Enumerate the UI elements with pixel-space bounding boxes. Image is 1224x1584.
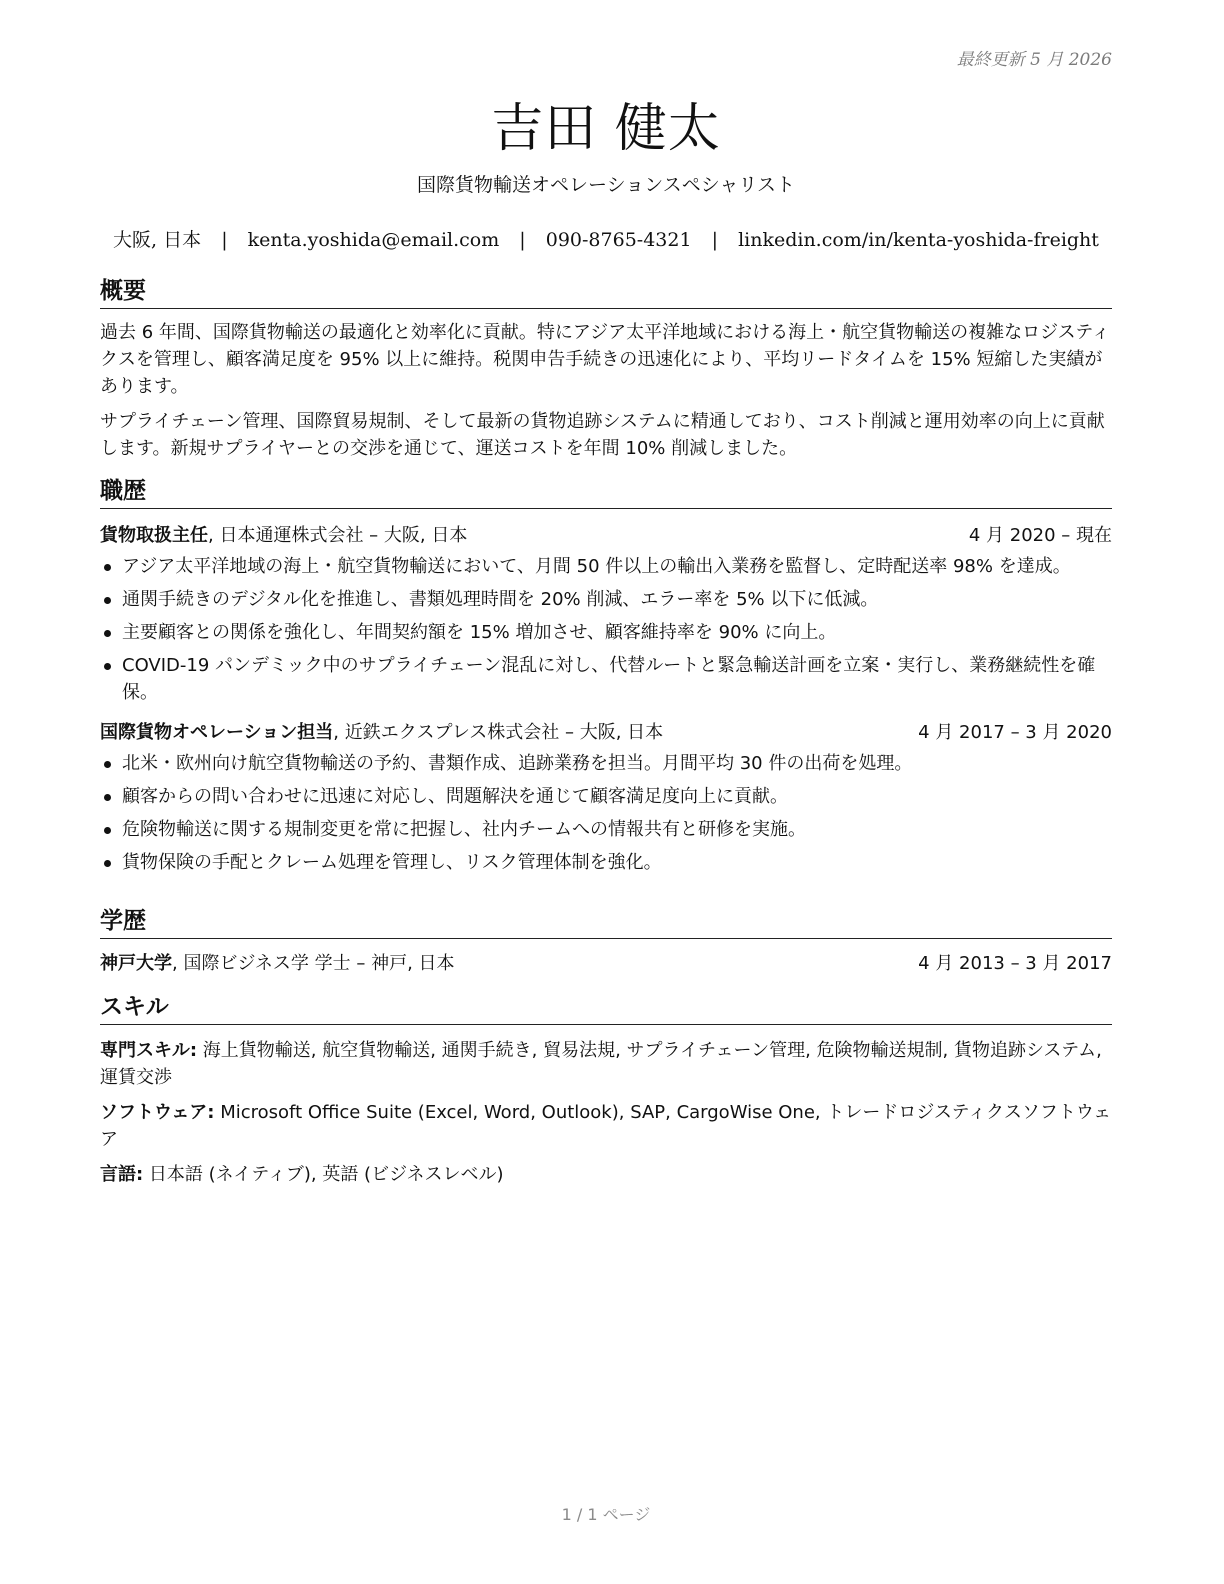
job-bullets: [100, 750, 1112, 876]
skill-value: Microsoft Office Suite (Excel, Word, Outlook), SAP, CargoWise One, トレードロジスティクスソフトウェア: [100, 1102, 1112, 1150]
skill-row: [100, 1161, 1112, 1188]
job-role: 国際貨物オペレーション担当: [100, 722, 334, 743]
degree-detail: , 国際ビジネス学 学士 – 神戸, 日本: [172, 953, 455, 974]
job-bullets: [100, 553, 1112, 706]
section-heading-summary: 概要: [100, 276, 1112, 309]
skill-label: 言語:: [100, 1164, 144, 1185]
list-item: 北米・欧州向け航空貨物輸送の予約、書類作成、追跡業務を担当。月間平均 30 件の出荷を処理。: [100, 750, 1112, 777]
list-item: 通関手続きのデジタル化を推進し、書類処理時間を 20% 削減、エラー率を 5% 以下に低減。: [100, 586, 1112, 613]
section-heading-education: 学歴: [100, 906, 1112, 939]
section-heading-skills: スキル: [100, 992, 1112, 1025]
job-role: 貨物取扱主任: [100, 525, 208, 546]
contact-linkedin[interactable]: linkedin.com/in/kenta-yoshida-freight: [738, 229, 1099, 251]
skill-label: ソフトウェア:: [100, 1102, 215, 1123]
contact-line: [100, 225, 1112, 252]
job-org: , 日本通運株式会社 – 大阪, 日本: [208, 525, 468, 546]
contact-email[interactable]: kenta.yoshida@email.com: [247, 229, 500, 251]
contact-separator: |: [711, 229, 719, 251]
list-item: アジア太平洋地域の海上・航空貨物輸送において、月間 50 件以上の輸出入業務を監督し、定時配送率 98% を達成。: [100, 553, 1112, 580]
contact-separator: |: [221, 229, 228, 251]
summary-paragraph: サプライチェーン管理、国際貿易規制、そして最新の貨物追跡システムに精通しており、コスト削減と運用効率の向上に貢献します。新規サプライヤーとの交渉を通じて、運送コストを年間 10% 削減しました。: [100, 411, 1105, 459]
skills-section: [100, 992, 1112, 1188]
experience-section: [100, 476, 1112, 882]
last-updated: 最終更新 5 月 2026: [956, 50, 1112, 70]
summary-paragraph: 過去 6 年間、国際貨物輸送の最適化と効率化に貢献。特にアジア太平洋地域における海上・航空貨物輸送の複雑なロジスティクスを管理し、顧客満足度を 95% 以上に維持。税関申告手続きの迅速化により、平均リードタイムを 15% 短縮した実績があります。: [100, 322, 1110, 397]
resume-page: [100, 0, 1112, 1584]
school-name: 神戸大学: [100, 953, 172, 974]
education-section: [100, 906, 1112, 977]
section-heading-experience: 職歴: [100, 476, 1112, 509]
job-role-line: [100, 720, 663, 746]
list-item: 危険物輸送に関する規制変更を常に把握し、社内チームへの情報共有と研修を実施。: [100, 816, 1112, 843]
list-item: 主要顧客との関係を強化し、年間契約額を 15% 増加させ、顧客維持率を 90% に向上。: [100, 619, 1112, 646]
education-dates: 4 月 2013 – 3 月 2017: [918, 953, 1112, 974]
skill-label: 専門スキル:: [100, 1040, 198, 1061]
contact-phone[interactable]: 090-8765-4321: [545, 229, 692, 251]
job-title: 国際貨物輸送オペレーションスペシャリスト: [417, 174, 795, 196]
contact-separator: |: [519, 229, 526, 251]
job-dates: 4 月 2020 – 現在: [968, 525, 1112, 546]
summary-section: [100, 276, 1112, 462]
job-dates: 4 月 2017 – 3 月 2020: [918, 722, 1112, 743]
education-line: [100, 951, 455, 977]
candidate-name: 吉田 健太: [491, 99, 721, 159]
job-org: , 近鉄エクスプレス株式会社 – 大阪, 日本: [333, 722, 664, 743]
contact-location: 大阪, 日本: [113, 229, 202, 251]
skill-value: 海上貨物輸送, 航空貨物輸送, 通関手続き, 貿易法規, サプライチェーン管理, 危険物輸送規制, 貨物追跡システム, 運賃交渉: [100, 1040, 1102, 1088]
skill-value: 日本語 (ネイティブ), 英語 (ビジネスレベル): [143, 1164, 504, 1185]
skill-row: [100, 1099, 1112, 1153]
job-role-line: [100, 523, 467, 549]
list-item: 顧客からの問い合わせに迅速に対応し、問題解決を通じて顧客満足度向上に貢献。: [100, 783, 1112, 810]
list-item: 貨物保険の手配とクレーム処理を管理し、リスク管理体制を強化。: [100, 849, 1112, 876]
job-header: [100, 720, 1112, 746]
job-header: [100, 523, 1112, 549]
page-number: 1 / 1 ページ: [561, 1505, 651, 1524]
education-entry: [100, 951, 1112, 977]
skill-row: [100, 1037, 1112, 1091]
list-item: COVID-19 パンデミック中のサプライチェーン混乱に対し、代替ルートと緊急輸送計画を立案・実行し、業務継続性を確保。: [100, 652, 1112, 706]
